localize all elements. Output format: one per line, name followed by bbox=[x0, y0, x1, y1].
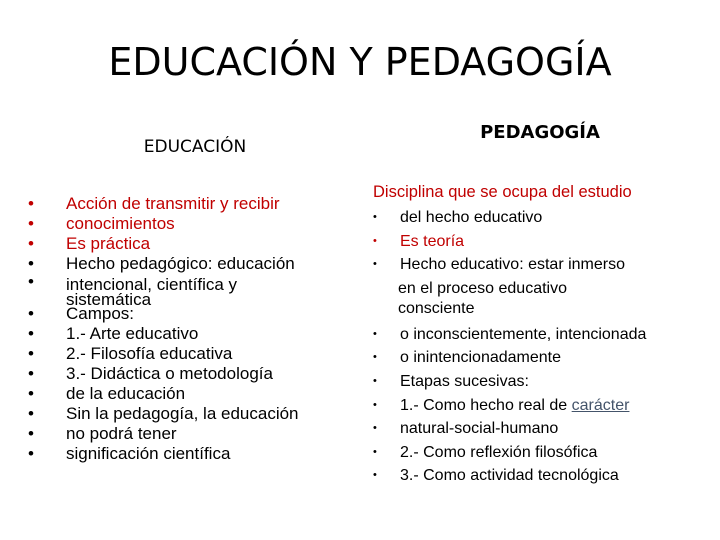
list-item: • 2.- Filosofía educativa bbox=[28, 344, 233, 363]
bullet-icon: • bbox=[373, 234, 377, 247]
bullet-icon: • bbox=[28, 272, 34, 291]
list-item: • Sin la pedagogía, la educación bbox=[28, 404, 299, 423]
bullet-icon: • bbox=[28, 364, 34, 383]
caracter-link[interactable]: carácter bbox=[571, 396, 630, 414]
list-item: • Es teoría bbox=[373, 230, 713, 254]
educacion-heading: EDUCACIÓN bbox=[143, 137, 247, 157]
list-item: • natural-social-humano bbox=[373, 417, 713, 441]
bullet-icon: • bbox=[373, 327, 377, 340]
pedagogia-definition: Disciplina que se ocupa del estudio bbox=[373, 183, 632, 201]
slide-title: EDUCACIÓN Y PEDAGOGÍA bbox=[108, 40, 612, 84]
list-item: • o inconscientemente, intencionada bbox=[373, 323, 713, 347]
list-item: • 2.- Como reflexión filosófica bbox=[373, 441, 713, 465]
bullet-icon: • bbox=[373, 445, 377, 458]
list-item: • Hecho pedagógico: educación bbox=[28, 254, 295, 273]
list-item: • 3.- Didáctica o metodología bbox=[28, 364, 273, 383]
bullet-icon: • bbox=[28, 444, 34, 463]
bullet-icon: • bbox=[28, 304, 34, 323]
bullet-icon: • bbox=[28, 254, 34, 273]
bullet-icon: • bbox=[28, 424, 34, 443]
bullet-icon: • bbox=[373, 258, 377, 271]
bullet-icon: • bbox=[373, 469, 377, 482]
list-item: • 1.- Como hecho real de carácter bbox=[373, 394, 713, 418]
list-item: • Hecho educativo: estar inmerso bbox=[373, 253, 713, 277]
bullet-icon: • bbox=[28, 324, 34, 343]
educacion-list bbox=[28, 194, 348, 464]
list-item: • intencional, científica y sistemática bbox=[28, 272, 238, 309]
bullet-icon: • bbox=[28, 344, 34, 363]
bullet-icon: • bbox=[373, 211, 377, 223]
list-item: • Acción de transmitir y recibir bbox=[28, 194, 280, 213]
bullet-icon: • bbox=[28, 214, 34, 233]
bullet-icon: • bbox=[373, 351, 377, 364]
list-item-continuation: en el proceso educativo bbox=[398, 279, 567, 297]
pedagogia-list bbox=[373, 206, 713, 488]
bullet-icon: • bbox=[28, 384, 34, 403]
list-item: • o inintencionadamente bbox=[373, 346, 713, 370]
list-item: • no podrá tener bbox=[28, 424, 177, 443]
bullet-icon: • bbox=[28, 234, 34, 253]
bullet-icon: • bbox=[373, 422, 377, 435]
list-item: • Es práctica bbox=[28, 234, 151, 253]
bullet-icon: • bbox=[28, 194, 34, 213]
list-item: • del hecho educativo bbox=[373, 206, 713, 230]
list-item: • Etapas sucesivas: bbox=[373, 370, 713, 394]
bullet-icon: • bbox=[373, 398, 377, 411]
pedagogia-heading: PEDAGOGÍA bbox=[480, 122, 600, 143]
list-item: • de la educación bbox=[28, 384, 186, 403]
list-item: • 1.- Arte educativo bbox=[28, 324, 199, 343]
bullet-icon: • bbox=[28, 404, 34, 423]
list-item: • conocimientos bbox=[28, 214, 175, 233]
bullet-icon: • bbox=[373, 374, 377, 387]
list-item-continuation: consciente bbox=[398, 299, 475, 317]
list-item: • significación científica bbox=[28, 444, 231, 463]
list-item: • 3.- Como actividad tecnológica bbox=[373, 464, 713, 488]
list-item: • Campos: bbox=[28, 304, 135, 323]
